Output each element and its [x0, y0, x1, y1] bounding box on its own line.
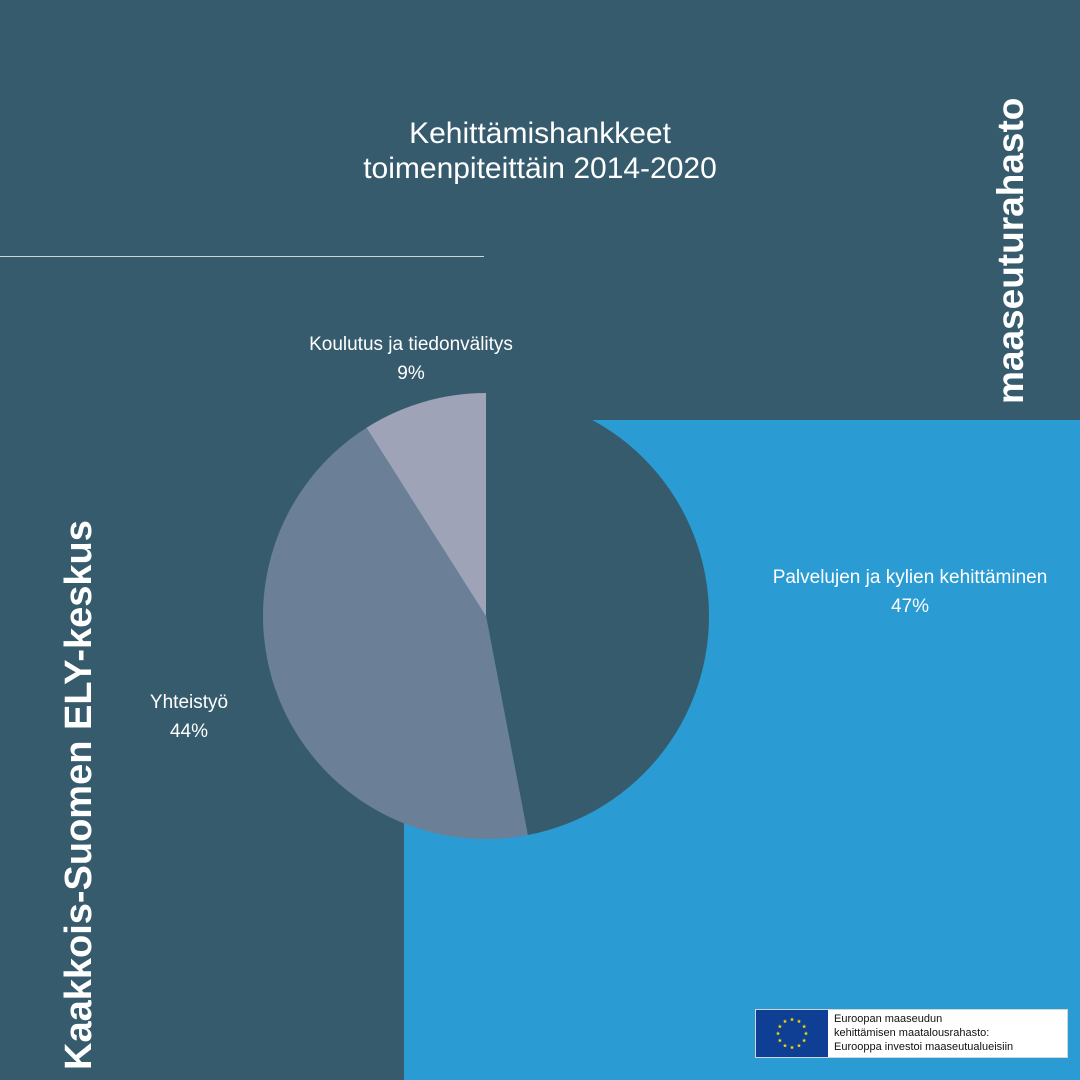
slice-label-yhteistyo	[89, 688, 289, 746]
slice-label-name: Palvelujen ja kylien kehittäminen	[772, 567, 1048, 588]
eu-star-icon	[790, 1045, 794, 1049]
eu-star-icon	[797, 1019, 801, 1023]
eu-star-icon	[790, 1017, 794, 1021]
slice-label-name: Koulutus ja tiedonvälitys	[309, 334, 513, 355]
eu-star-icon	[783, 1043, 787, 1047]
eu-star-icon	[804, 1031, 808, 1035]
eu-logo-text	[828, 1010, 1013, 1057]
slice-label-koulutus	[261, 330, 561, 388]
eu-flag-stars	[756, 1010, 828, 1057]
pie-slice-palvelut	[486, 393, 709, 835]
slice-label-name: Yhteistyö	[149, 692, 229, 713]
slice-label-value: 44%	[169, 721, 209, 742]
chart-title-line: Kehittämishankkeet	[409, 117, 671, 150]
slice-label-palvelut	[710, 563, 1080, 621]
eu-logo-line: Eurooppa investoi maaseutualueisiin	[834, 1041, 1014, 1053]
eu-logo-line: kehittämisen maatalousrahasto:	[834, 1027, 990, 1039]
organization-name-vertical: Kaakkois-Suomen ELY-keskus	[58, 520, 100, 1070]
eu-star-icon	[776, 1031, 780, 1035]
eu-star-icon	[778, 1024, 782, 1028]
eu-star-icon	[797, 1043, 801, 1047]
eu-star-icon	[802, 1038, 806, 1042]
eu-star-icon	[778, 1038, 782, 1042]
eu-funding-logo	[755, 1009, 1068, 1058]
chart-title-line: toimenpiteittäin 2014-2020	[363, 152, 717, 185]
eu-star-icon	[802, 1024, 806, 1028]
fund-name-vertical: maaseuturahasto	[990, 97, 1031, 404]
slice-label-value: 9%	[397, 363, 425, 384]
eu-logo-line: Euroopan maaseudun	[834, 1013, 943, 1025]
eu-flag-icon	[756, 1010, 828, 1057]
eu-star-icon	[783, 1019, 787, 1023]
slice-label-value: 47%	[890, 596, 930, 617]
